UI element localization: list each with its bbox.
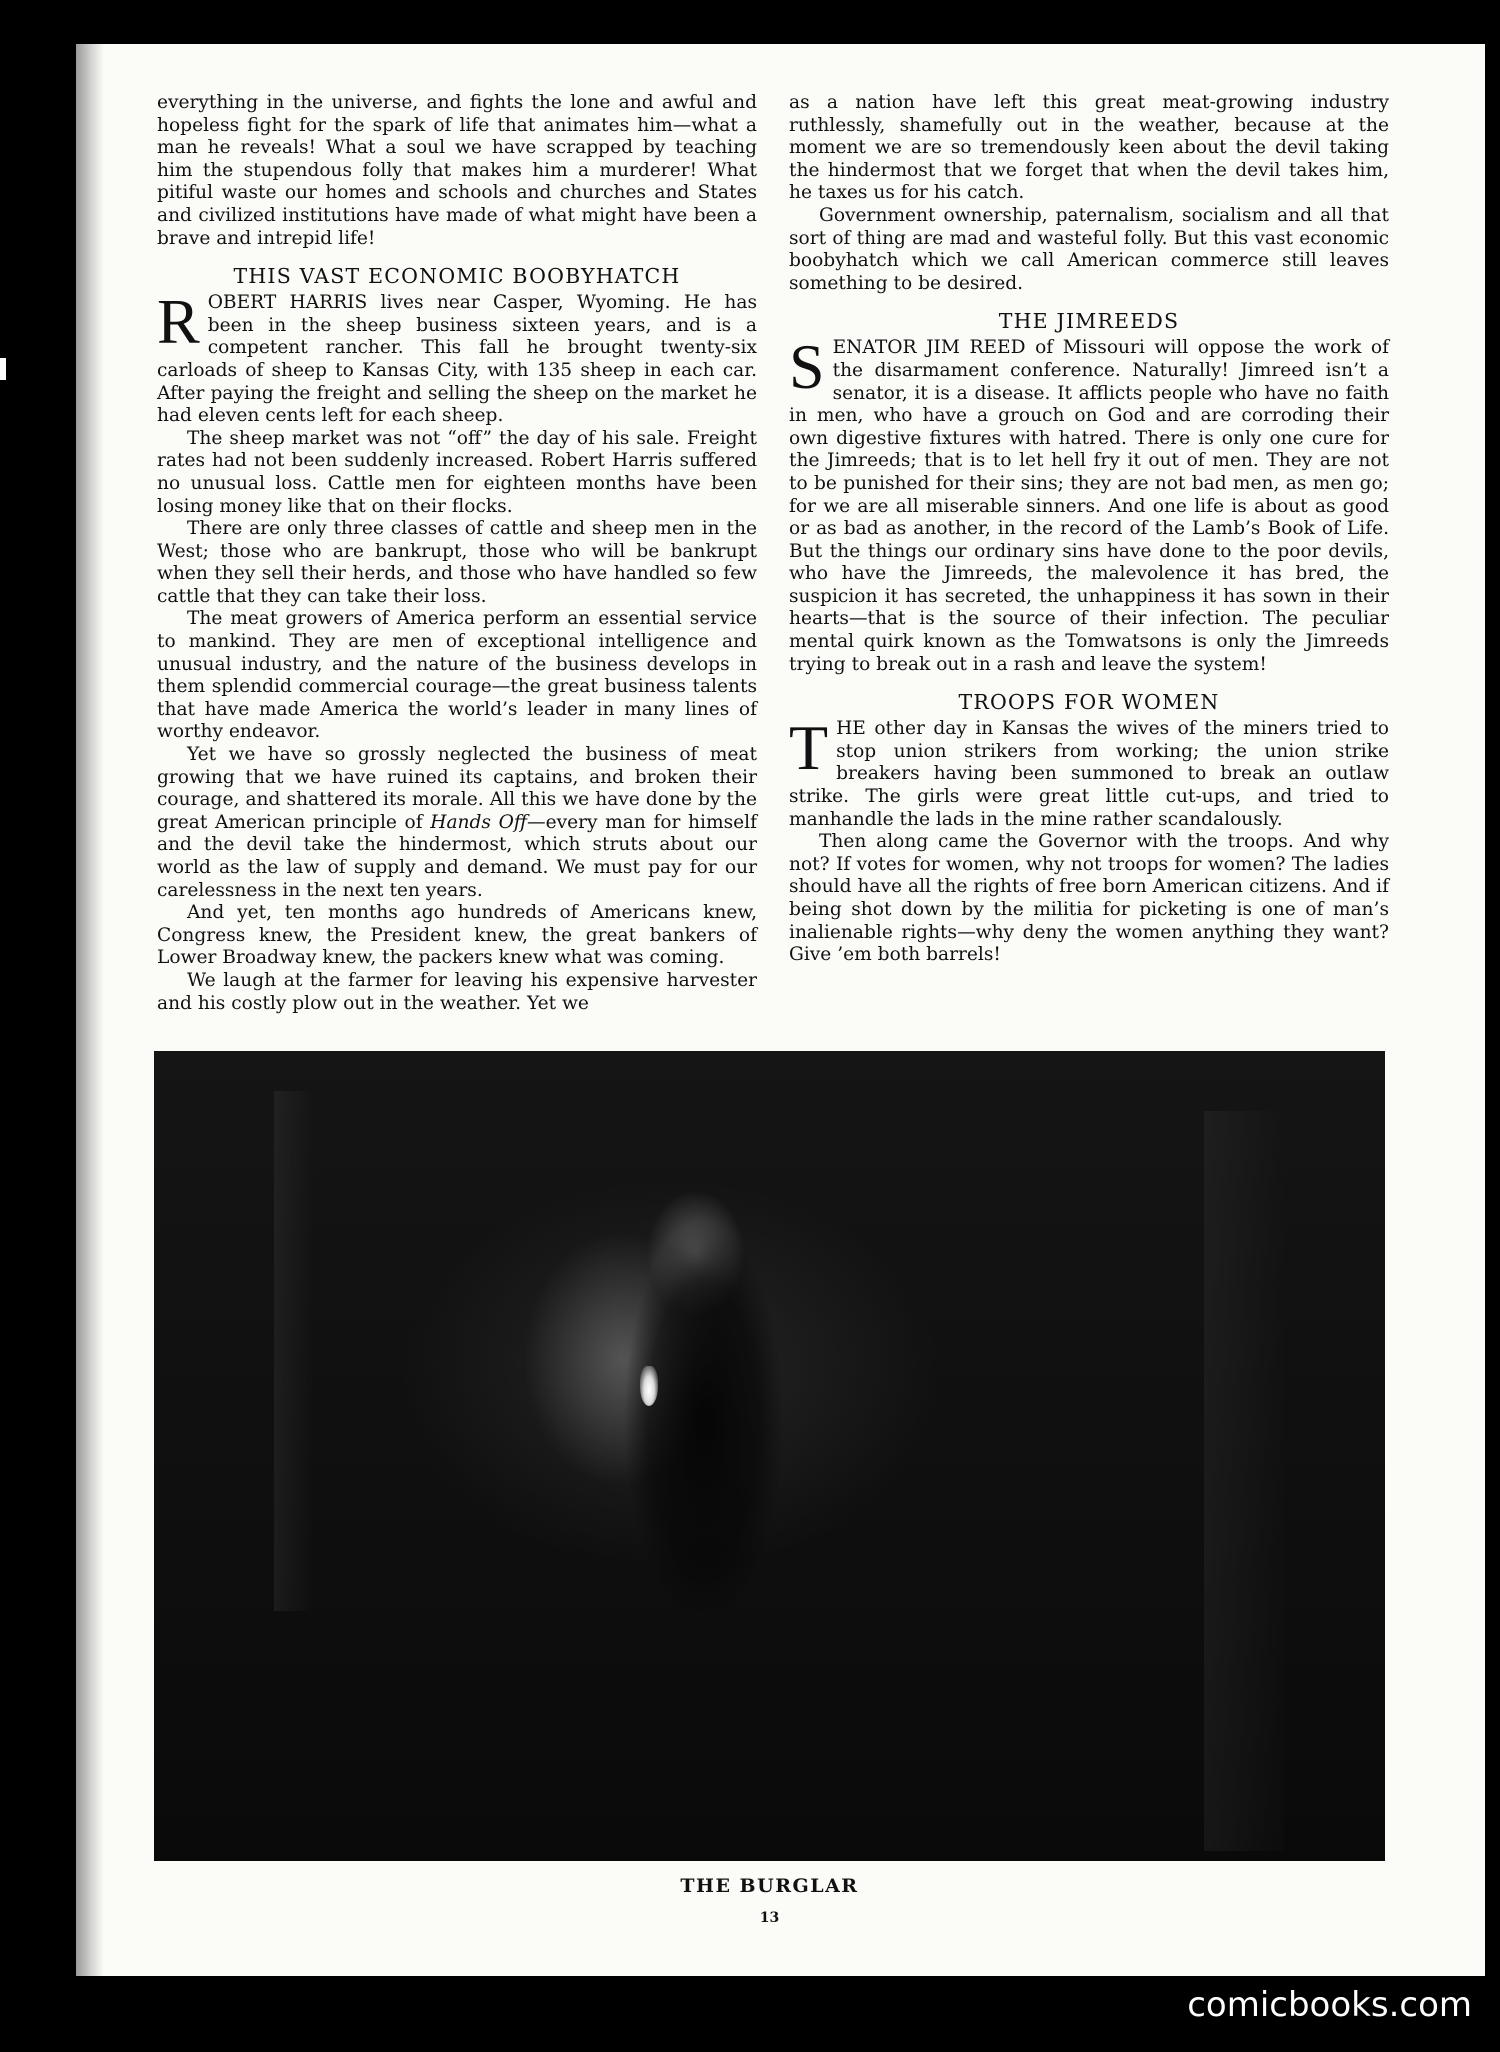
photo-caption: THE BURGLAR	[680, 1875, 859, 1897]
boobyhatch-first-paragraph	[157, 286, 757, 428]
jimreeds-text: ENATOR JIM REED of Missouri will oppose the work of the disarmament conference. Naturally! Jimreed isn’t a senator, it is a disease. It afflicts people who have no faith in men, who have a grouch on God and are corroding their own digestive fixtures with hatred. There is only one cure for the Jimreeds; that is to let hell fry it out of men. They are not to be punished for their sins; they are not bad men, as men go; for we are all miserable sinners. And one life is about as good or as bad as another, in the record of the Lamb’s Book of Life. But the things our ordinary sins have done to the poor devils, who have the Jimreeds, the malevolence it has bred, the suspicion it has secreted, the unhappiness it has sown in their hearts—that is the source of their infection. The peculiar mental quirk known as the Tomwatsons is only the Jimreeds trying to break out in a rash and leave the system!	[789, 337, 1389, 675]
boobyhatch-section	[157, 286, 757, 1015]
continuation-paragraph: as a nation have left this great meat-growing industry ruthlessly, shamefully out in the weather, because at the moment we are so tremendously keen about the devil taking the hindermost that we forget that when the devil takes him, he taxes us for his catch.	[789, 92, 1389, 204]
troops-paragraph	[789, 712, 1389, 831]
hands-off-italic: Hands Off	[430, 811, 528, 833]
photo-burglar-silhouette	[624, 1211, 784, 1631]
troops-section	[789, 712, 1389, 967]
troops-text: HE other day in Kansas the wives of the miners tried to stop union strikers from working; the union strike breakers having been summoned to break an outlaw strike. The girls were great little cut-ups, and tried to manhandle the lads in the mine rather scandalously.	[789, 718, 1389, 830]
drop-cap-r: R	[157, 286, 200, 358]
page-number: 13	[759, 1910, 780, 1926]
paragraph: We laugh at the farmer for leaving his expensive harvester and his costly plow out in the weather. Yet we	[157, 969, 757, 1014]
left-text-column	[157, 92, 757, 1015]
photo-curtain-shape	[274, 1091, 314, 1611]
photo-doorframe-shape	[1204, 1111, 1284, 1851]
hands-off-after: —every man for himself and the devil take the hindermost, which struts about our world as the law of supply and demand. We must pay for our carelessness in the next ten years.	[157, 811, 757, 901]
paragraph: And yet, ten months ago hundreds of Americans knew, Congress knew, the President knew, the great bankers of Lower Broadway knew, the packers knew what was coming.	[157, 902, 757, 969]
paragraph: There are only three classes of cattle and sheep men in the West; those who are bankrupt, those who will be bankrupt when they sell their herds, and those who have handled so few cattle that they can take their loss.	[157, 518, 757, 607]
paragraph: The meat growers of America perform an essential service to mankind. They are men of exceptional intelligence and unusual industry, and the nature of the business develops in them splendid commercial courage—the great business talents that have made America the world’s leader in many lines of worthy endeavor.	[157, 608, 757, 743]
section-heading-jimreeds: THE JIMREEDS	[998, 309, 1180, 334]
site-watermark: comicbooks.com	[1187, 1985, 1472, 2025]
drop-cap-s: S	[789, 331, 825, 403]
jimreeds-paragraph	[789, 331, 1389, 676]
troops-paragraph-2: Then along came the Governor with the troops. And why not? If votes for women, why not troops for women? The ladies should have all the rights of free born American citizens. And if being shot down by the militia for picketing is one of man’s inalienable rights—why deny the women anything they want? Give ’em both barrels!	[789, 831, 1389, 966]
intro-paragraph: everything in the universe, and fights the lone and awful and hopeless fight for the spark of life that animates him—what a man he reveals! What a soul we have scrapped by teaching him the stupendous folly that makes him a murderer! What pitiful waste our homes and schools and churches and States and civilized institutions have made of what might have been a brave and intrepid life!	[157, 92, 757, 249]
drop-cap-t: T	[789, 712, 829, 784]
right-text-column	[789, 92, 1389, 967]
hands-off-before: Yet we have so grossly neglected the business of meat growing that we have ruined its captains, and broken their courage, and shattered its morale. All this we have done by the great American principle of	[157, 744, 757, 833]
boobyhatch-first-text: OBERT HARRIS lives near Casper, Wyoming. He has been in the sheep business sixteen years, and is a competent rancher. This fall he brought twenty-six carloads of sheep to Kansas City, with 135 sheep in each car. After paying the freight and selling the sheep on the market he had eleven cents left for each sheep.	[157, 292, 757, 427]
section-heading-boobyhatch: THIS VAST ECONOMIC BOOBYHATCH	[233, 264, 681, 289]
burglar-photograph	[154, 1051, 1385, 1861]
photo-lamp-glow	[640, 1366, 658, 1406]
scan-edge-mark	[0, 358, 6, 380]
jimreeds-section	[789, 331, 1389, 676]
page-spine-shadow	[76, 44, 104, 1976]
continuation-paragraph-2: Government ownership, paternalism, socialism and all that sort of thing are mad and wasteful folly. But this vast economic boobyhatch which we call American commerce still leaves something to be desired.	[789, 204, 1389, 294]
paragraph: The sheep market was not “off” the day of his sale. Freight rates had not been suddenly increased. Robert Harris suffered no unusual loss. Cattle men for eighteen months have been losing money like that on their flocks.	[157, 427, 757, 517]
hands-off-paragraph	[157, 744, 757, 902]
section-heading-troops: TROOPS FOR WOMEN	[958, 690, 1220, 715]
